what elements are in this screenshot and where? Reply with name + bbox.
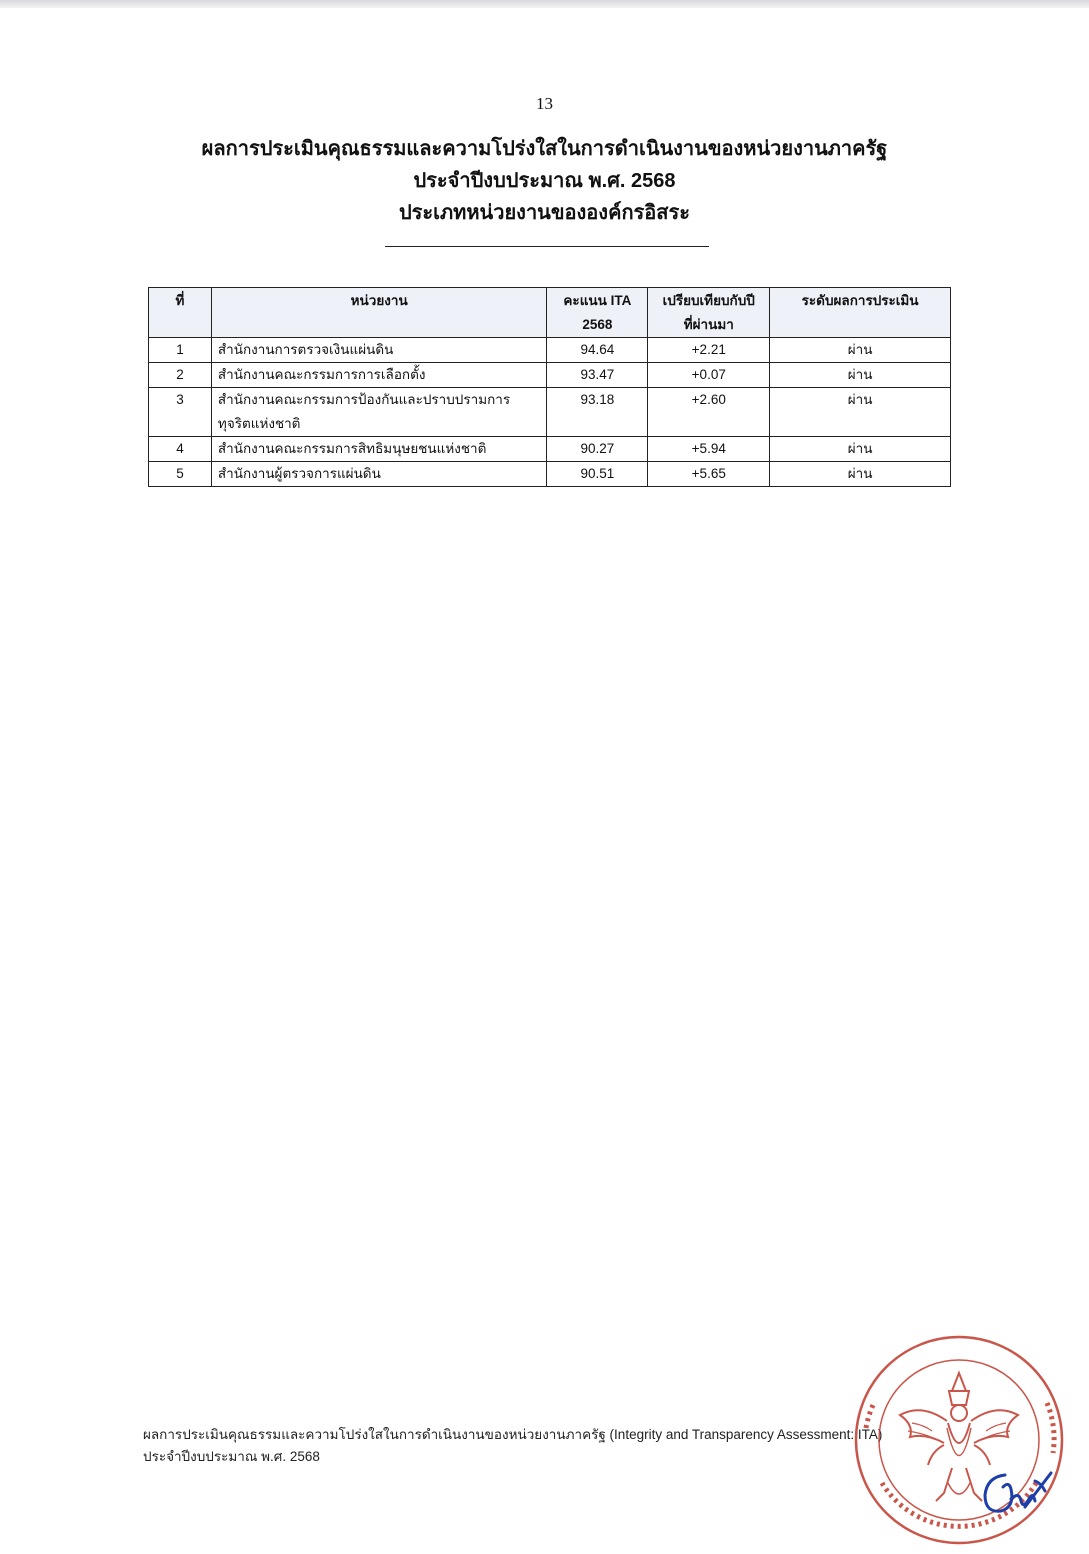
table-row bbox=[149, 388, 951, 437]
footer-line-1: ผลการประเมินคุณธรรมและความโปร่งใสในการดำเนินงานของหน่วยงานภาครัฐ (Integrity and Transparency Assessment: ITA) bbox=[143, 1427, 883, 1442]
row-no: 3 bbox=[149, 388, 212, 437]
page-number: 13 bbox=[536, 94, 553, 113]
row-no: 2 bbox=[149, 363, 212, 388]
row-score: 90.27 bbox=[547, 437, 648, 462]
header-diff bbox=[648, 288, 770, 338]
row-score: 90.51 bbox=[547, 462, 648, 487]
table-header-row bbox=[149, 288, 951, 338]
top-edge-shadow bbox=[0, 0, 1089, 8]
header-level: ระดับผลการประเมิน bbox=[770, 288, 951, 338]
row-agency: สำนักงานคณะกรรมการสิทธิมนุษยชนแห่งชาติ bbox=[211, 437, 547, 462]
header-agency: หน่วยงาน bbox=[211, 288, 547, 338]
table-row bbox=[149, 363, 951, 388]
row-level: ผ่าน bbox=[770, 388, 951, 437]
table-row bbox=[149, 338, 951, 363]
row-no: 1 bbox=[149, 338, 212, 363]
table-row bbox=[149, 462, 951, 487]
row-diff: +2.21 bbox=[648, 338, 770, 363]
row-agency-line1: สำนักงานคณะกรรมการป้องกันและปราบปรามการ bbox=[217, 392, 511, 407]
row-level: ผ่าน bbox=[770, 363, 951, 388]
row-diff: +2.60 bbox=[648, 388, 770, 437]
footer-line-2: ประจำปีงบประมาณ พ.ศ. 2568 bbox=[143, 1449, 320, 1464]
row-diff: +5.94 bbox=[648, 437, 770, 462]
row-score: 93.47 bbox=[547, 363, 648, 388]
row-no: 5 bbox=[149, 462, 212, 487]
row-diff: +0.07 bbox=[648, 363, 770, 388]
page-footer bbox=[143, 1424, 882, 1468]
row-score: 93.18 bbox=[547, 388, 648, 437]
row-diff: +5.65 bbox=[648, 462, 770, 487]
document-title-line-3: ประเภทหน่วยงานขององค์กรอิสระ bbox=[398, 202, 690, 224]
row-level: ผ่าน bbox=[770, 437, 951, 462]
header-score-line1: คะแนน ITA bbox=[563, 293, 632, 308]
header-score-line2: 2568 bbox=[582, 317, 613, 332]
ita-results-table bbox=[148, 287, 951, 487]
header-diff-line1: เปรียบเทียบกับปี bbox=[662, 293, 755, 308]
document-title-line-2: ประจำปีงบประมาณ พ.ศ. 2568 bbox=[413, 170, 676, 192]
header-diff-line2: ที่ผ่านมา bbox=[683, 317, 734, 332]
row-level: ผ่าน bbox=[770, 338, 951, 363]
row-agency: สำนักงานผู้ตรวจการแผ่นดิน bbox=[211, 462, 547, 487]
row-no: 4 bbox=[149, 437, 212, 462]
title-divider bbox=[385, 246, 709, 247]
document-title-line-1: ผลการประเมินคุณธรรมและความโปร่งใสในการดำเนินงานของหน่วยงานภาครัฐ bbox=[201, 138, 888, 160]
row-agency bbox=[211, 388, 547, 437]
row-agency: สำนักงานการตรวจเงินแผ่นดิน bbox=[211, 338, 547, 363]
row-score: 94.64 bbox=[547, 338, 648, 363]
header-score bbox=[547, 288, 648, 338]
signature-icon bbox=[975, 1455, 1055, 1525]
row-agency: สำนักงานคณะกรรมการการเลือกตั้ง bbox=[211, 363, 547, 388]
header-no: ที่ bbox=[149, 288, 212, 338]
row-agency-line2: ทุจริตแห่งชาติ bbox=[217, 416, 301, 431]
row-level: ผ่าน bbox=[770, 462, 951, 487]
table-row bbox=[149, 437, 951, 462]
